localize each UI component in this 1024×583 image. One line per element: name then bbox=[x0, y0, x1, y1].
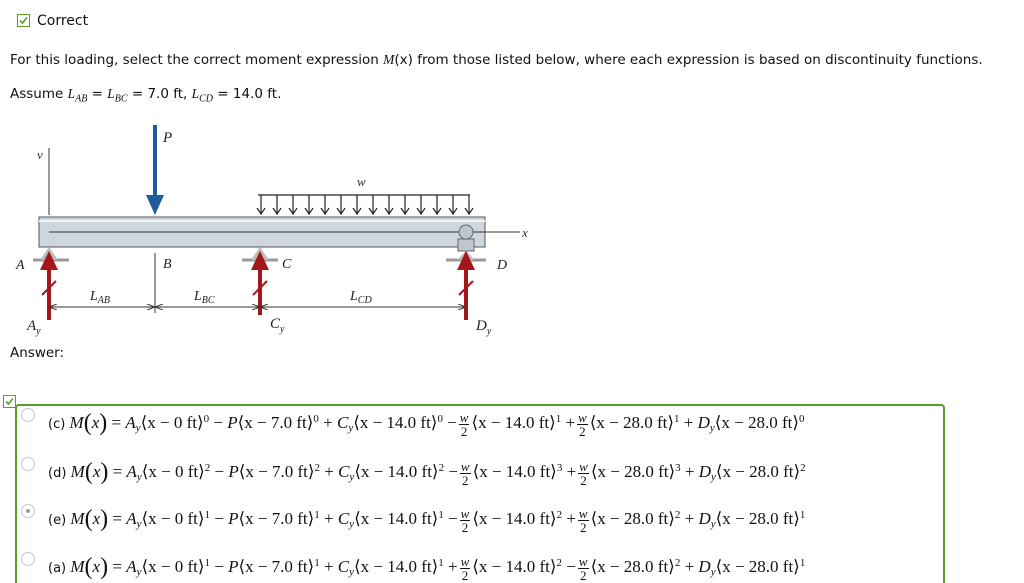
option-radio[interactable] bbox=[21, 504, 35, 518]
label-c: C bbox=[282, 257, 292, 272]
option-expression: $M(x) = A_y⟨x - 0$ ft⟩$^1$ − P⟨x − 7.0 ft⟩$^1$ + $C_y⟨x - 14.0$ ft⟩$^1$ + $\frac{w}{2}$ ⟨x − 14.0 ft⟩$^2$ − $\frac{w}{2}$ ⟨x − 28.0 ft⟩$^2$ + $D_y⟨x - 28.0$ ft⟩$^1$ bbox=[70, 553, 806, 583]
assume-prefix: Assume bbox=[10, 86, 68, 102]
question-arg: (x) bbox=[394, 52, 413, 68]
option-expression: $M(x) = A_y⟨x - 0$ ft⟩$^1$ − P⟨x − 7.0 ft⟩$^1$ + $C_y⟨x - 14.0$ ft⟩$^1$ − $\frac{w}{2}$ ⟨x − 14.0 ft⟩$^2$ + $\frac{w}{2}$ ⟨x − 28.0 ft⟩$^2$ + $D_y⟨x - 28.0$ ft⟩$^1$ bbox=[70, 505, 806, 535]
beam-diagram bbox=[0, 115, 560, 345]
label-v: v bbox=[37, 147, 43, 162]
correct-check-icon bbox=[17, 14, 30, 27]
assumption-text bbox=[10, 86, 281, 105]
assume-eq1: = bbox=[87, 86, 108, 102]
label-p: P bbox=[163, 130, 173, 146]
l-cd-symbol: L bbox=[191, 86, 200, 101]
label-lcd: $L_{CD}$ bbox=[350, 289, 372, 306]
l-bc-symbol: L bbox=[107, 86, 115, 101]
label-x: x bbox=[522, 225, 528, 240]
option-expression: $M(x) = A_y⟨x - 0$ ft⟩$^2$ − P⟨x − 7.0 ft⟩$^2$ + $C_y⟨x - 14.0$ ft⟩$^2$ − $\frac{w}{2}$ ⟨x − 14.0 ft⟩$^3$ + $\frac{w}{2}$ ⟨x − 28.0 ft⟩$^3$ + $D_y⟨x - 28.0$ ft⟩$^2$ bbox=[70, 458, 806, 488]
label-cy: $C_y$ bbox=[270, 316, 285, 335]
dist-load-arrows bbox=[257, 195, 473, 214]
l-ab-sub: AB bbox=[75, 93, 88, 105]
label-w: w bbox=[357, 174, 366, 189]
assume-eq2: = 7.0 ft, bbox=[127, 86, 192, 102]
question-func: M bbox=[383, 52, 395, 67]
option-letter: (a) bbox=[48, 561, 67, 576]
pin-d-bracket bbox=[458, 239, 474, 251]
question-text bbox=[10, 52, 983, 68]
question-suffix: from those listed below, where each expression is based on discontinuity functions. bbox=[412, 52, 983, 68]
label-a: A bbox=[16, 258, 25, 273]
label-lbc: $L_{BC}$ bbox=[194, 289, 215, 306]
p-load-arrow-icon bbox=[146, 195, 164, 215]
answer-label: Answer: bbox=[10, 345, 65, 361]
answer-correct-check-icon bbox=[3, 395, 16, 408]
option-radio[interactable] bbox=[21, 552, 35, 566]
pin-d-icon bbox=[459, 225, 473, 239]
l-ab-symbol: L bbox=[67, 86, 76, 101]
l-cd-sub: CD bbox=[199, 93, 214, 105]
option-row[interactable] bbox=[48, 459, 806, 487]
option-radio[interactable] bbox=[21, 457, 35, 471]
option-letter: (d) bbox=[48, 466, 67, 481]
label-lab: $L_{AB}$ bbox=[90, 289, 111, 306]
label-ay: $A_y$ bbox=[27, 318, 41, 337]
option-radio[interactable] bbox=[21, 408, 35, 422]
l-bc-sub: BC bbox=[114, 93, 128, 105]
question-prefix: For this loading, select the correct moment expression bbox=[10, 52, 384, 68]
label-dy: $D_y$ bbox=[476, 318, 492, 337]
label-b: B bbox=[163, 257, 172, 272]
option-row[interactable] bbox=[48, 410, 805, 438]
option-letter: (c) bbox=[48, 417, 66, 432]
option-letter: (e) bbox=[48, 513, 67, 528]
status-label: Correct bbox=[37, 13, 89, 29]
assume-eq3: = 14.0 ft. bbox=[213, 86, 282, 102]
option-row[interactable] bbox=[48, 506, 805, 534]
option-expression: $M(x) = A_y⟨x - 0$ ft⟩$^0$ − P⟨x − 7.0 ft⟩$^0$ + $C_y⟨x - 14.0$ ft⟩$^0$ − $\frac{w}{2}$ ⟨x − 14.0 ft⟩$^1$ + $\frac{w}{2}$ ⟨x − 28.0 ft⟩$^1$ + $D_y⟨x - 28.0$ ft⟩$^0$ bbox=[69, 409, 805, 439]
label-d: D bbox=[497, 258, 508, 273]
option-row[interactable] bbox=[48, 554, 805, 582]
